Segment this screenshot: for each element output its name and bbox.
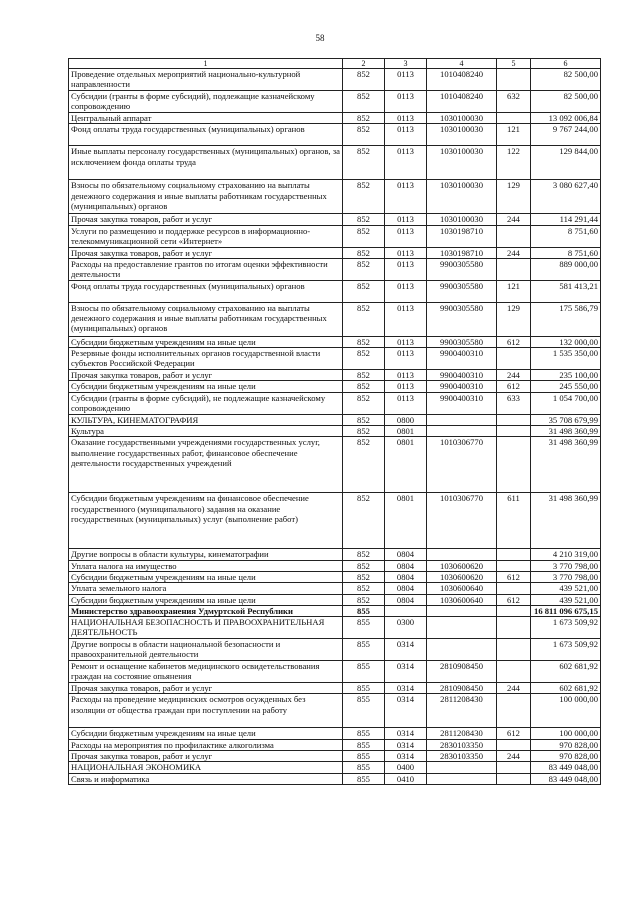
row-type-cell — [497, 426, 531, 437]
row-section-cell: 0113 — [385, 69, 427, 91]
row-type-cell — [497, 258, 531, 280]
table-row — [69, 639, 601, 661]
row-name-cell: Взносы по обязательному социальному страхованию на выплаты денежного содержания и иные выплаты работникам государственных (муниципальных) органов — [69, 180, 343, 214]
row-amount-cell: 83 449 048,00 — [531, 773, 601, 784]
row-code-cell: 852 — [343, 392, 385, 414]
row-code-cell: 852 — [343, 247, 385, 258]
row-amount-cell: 1 673 509,92 — [531, 639, 601, 661]
table-row — [69, 113, 601, 124]
row-amount-cell: 16 811 096 675,15 — [531, 605, 601, 616]
row-code-cell: 852 — [343, 124, 385, 146]
row-code-cell: 852 — [343, 381, 385, 392]
row-amount-cell: 8 751,60 — [531, 225, 601, 247]
row-type-cell: 129 — [497, 180, 531, 214]
row-type-cell: 611 — [497, 493, 531, 549]
row-code-cell: 852 — [343, 225, 385, 247]
row-name-cell: Резервные фонды исполнительных органов государственной власти субъектов Российской Федерации — [69, 348, 343, 370]
row-target-cell — [427, 617, 497, 639]
row-code-cell: 855 — [343, 751, 385, 762]
row-amount-cell: 114 291,44 — [531, 214, 601, 225]
row-type-cell: 244 — [497, 247, 531, 258]
row-target-cell: 9900400310 — [427, 370, 497, 381]
row-code-cell: 852 — [343, 370, 385, 381]
table-row — [69, 69, 601, 91]
row-name-cell: Уплата налога на имущество — [69, 560, 343, 571]
table-row — [69, 751, 601, 762]
row-type-cell — [497, 69, 531, 91]
header-cell: 5 — [497, 59, 531, 69]
header-cell: 2 — [343, 59, 385, 69]
table-row — [69, 594, 601, 605]
row-code-cell: 852 — [343, 146, 385, 180]
row-name-cell: Культура — [69, 426, 343, 437]
row-target-cell: 1030600620 — [427, 560, 497, 571]
row-name-cell: Связь и информатика — [69, 773, 343, 784]
row-type-cell — [497, 694, 531, 728]
row-target-cell: 1030100030 — [427, 180, 497, 214]
row-code-cell: 852 — [343, 214, 385, 225]
row-target-cell: 1030198710 — [427, 247, 497, 258]
row-type-cell — [497, 583, 531, 594]
row-amount-cell: 31 498 360,99 — [531, 426, 601, 437]
table-row — [69, 617, 601, 639]
row-amount-cell: 175 586,79 — [531, 302, 601, 336]
row-section-cell: 0300 — [385, 617, 427, 639]
row-section-cell: 0314 — [385, 661, 427, 683]
row-type-cell: 633 — [497, 392, 531, 414]
row-amount-cell: 245 550,00 — [531, 381, 601, 392]
row-name-cell: Другие вопросы в области национальной безопасности и правоохранительной деятельности — [69, 639, 343, 661]
header-cell: 6 — [531, 59, 601, 69]
row-target-cell: 2810908450 — [427, 661, 497, 683]
row-section-cell: 0804 — [385, 549, 427, 560]
row-type-cell: 244 — [497, 214, 531, 225]
row-type-cell: 612 — [497, 381, 531, 392]
row-code-cell: 852 — [343, 91, 385, 113]
table-row — [69, 280, 601, 302]
row-name-cell: НАЦИОНАЛЬНАЯ ЭКОНОМИКА — [69, 762, 343, 773]
row-target-cell: 2811208430 — [427, 728, 497, 739]
row-section-cell: 0804 — [385, 571, 427, 582]
row-code-cell: 852 — [343, 594, 385, 605]
row-type-cell — [497, 437, 531, 493]
row-type-cell — [497, 762, 531, 773]
row-section-cell: 0113 — [385, 258, 427, 280]
row-type-cell — [497, 414, 531, 425]
row-target-cell: 1030600620 — [427, 571, 497, 582]
row-code-cell: 855 — [343, 773, 385, 784]
row-name-cell: Уплата земельного налога — [69, 583, 343, 594]
row-amount-cell: 13 092 006,84 — [531, 113, 601, 124]
row-section-cell: 0113 — [385, 146, 427, 180]
row-code-cell: 852 — [343, 280, 385, 302]
row-target-cell: 9900400310 — [427, 392, 497, 414]
header-cell: 1 — [69, 59, 343, 69]
row-code-cell: 855 — [343, 694, 385, 728]
row-amount-cell: 35 708 679,99 — [531, 414, 601, 425]
row-section-cell: 0113 — [385, 336, 427, 347]
row-type-cell: 129 — [497, 302, 531, 336]
row-name-cell: Субсидии (гранты в форме субсидий), подлежащие казначейскому сопровождению — [69, 91, 343, 113]
table-row — [69, 247, 601, 258]
row-target-cell: 1030198710 — [427, 225, 497, 247]
row-name-cell: Субсидии бюджетным учреждениям на иные цели — [69, 381, 343, 392]
table-row — [69, 302, 601, 336]
row-code-cell: 852 — [343, 426, 385, 437]
row-amount-cell: 9 767 244,00 — [531, 124, 601, 146]
table-row — [69, 336, 601, 347]
row-amount-cell: 235 100,00 — [531, 370, 601, 381]
row-target-cell: 1030100030 — [427, 214, 497, 225]
table-row — [69, 683, 601, 694]
table-row — [69, 258, 601, 280]
table-row — [69, 728, 601, 739]
row-section-cell: 0113 — [385, 392, 427, 414]
row-type-cell — [497, 773, 531, 784]
row-code-cell: 855 — [343, 617, 385, 639]
row-code-cell: 852 — [343, 113, 385, 124]
row-target-cell: 9900305580 — [427, 336, 497, 347]
row-section-cell: 0113 — [385, 225, 427, 247]
row-amount-cell: 889 000,00 — [531, 258, 601, 280]
row-section-cell: 0113 — [385, 280, 427, 302]
row-target-cell: 1010306770 — [427, 437, 497, 493]
header-cell: 4 — [427, 59, 497, 69]
row-section-cell: 0804 — [385, 583, 427, 594]
row-code-cell: 852 — [343, 348, 385, 370]
table-row — [69, 762, 601, 773]
row-amount-cell: 129 844,00 — [531, 146, 601, 180]
row-target-cell: 1010408240 — [427, 69, 497, 91]
table-row — [69, 225, 601, 247]
row-name-cell: Прочая закупка товаров, работ и услуг — [69, 247, 343, 258]
row-section-cell: 0314 — [385, 639, 427, 661]
table-row — [69, 348, 601, 370]
table-row — [69, 124, 601, 146]
row-target-cell — [427, 762, 497, 773]
row-amount-cell: 602 681,92 — [531, 661, 601, 683]
table-row — [69, 91, 601, 113]
row-amount-cell: 3 770 798,00 — [531, 571, 601, 582]
row-amount-cell: 82 500,00 — [531, 91, 601, 113]
row-code-cell: 855 — [343, 683, 385, 694]
row-target-cell — [427, 639, 497, 661]
row-code-cell: 852 — [343, 583, 385, 594]
row-section-cell: 0113 — [385, 214, 427, 225]
row-code-cell: 852 — [343, 180, 385, 214]
row-name-cell: Субсидии бюджетным учреждениям на финансовое обеспечение государственного (муниципального) задания на оказание государственных (муниципальных) услуг (выполнение работ) — [69, 493, 343, 549]
row-section-cell: 0113 — [385, 302, 427, 336]
row-name-cell: Прочая закупка товаров, работ и услуг — [69, 214, 343, 225]
row-name-cell: Проведение отдельных мероприятий национально-культурной направленности — [69, 69, 343, 91]
row-section-cell: 0804 — [385, 594, 427, 605]
row-section-cell: 0113 — [385, 247, 427, 258]
row-target-cell — [427, 414, 497, 425]
table-row — [69, 739, 601, 750]
row-name-cell: КУЛЬТУРА, КИНЕМАТОГРАФИЯ — [69, 414, 343, 425]
row-type-cell — [497, 605, 531, 616]
row-target-cell — [427, 773, 497, 784]
row-section-cell: 0801 — [385, 426, 427, 437]
row-target-cell: 9900400310 — [427, 348, 497, 370]
row-amount-cell: 1 054 700,00 — [531, 392, 601, 414]
table-row — [69, 549, 601, 560]
row-amount-cell: 83 449 048,00 — [531, 762, 601, 773]
row-section-cell: 0113 — [385, 180, 427, 214]
row-name-cell: Министерство здравоохранения Удмуртской Республики — [69, 605, 343, 616]
row-name-cell: Расходы на предоставление грантов по итогам оценки эффективности деятельности — [69, 258, 343, 280]
row-section-cell: 0113 — [385, 370, 427, 381]
row-type-cell — [497, 560, 531, 571]
row-section-cell: 0314 — [385, 694, 427, 728]
row-code-cell: 852 — [343, 69, 385, 91]
row-amount-cell: 581 413,21 — [531, 280, 601, 302]
row-target-cell: 2830103350 — [427, 739, 497, 750]
row-name-cell: Центральный аппарат — [69, 113, 343, 124]
table-row — [69, 583, 601, 594]
row-amount-cell: 3 770 798,00 — [531, 560, 601, 571]
row-target-cell: 2811208430 — [427, 694, 497, 728]
row-code-cell: 852 — [343, 549, 385, 560]
header-cell: 3 — [385, 59, 427, 69]
row-target-cell: 1030100030 — [427, 124, 497, 146]
row-section-cell: 0801 — [385, 437, 427, 493]
row-target-cell: 1030600640 — [427, 583, 497, 594]
row-target-cell — [427, 549, 497, 560]
row-target-cell: 9900305580 — [427, 258, 497, 280]
row-code-cell: 852 — [343, 414, 385, 425]
row-section-cell: 0314 — [385, 728, 427, 739]
row-amount-cell: 439 521,00 — [531, 583, 601, 594]
row-target-cell — [427, 426, 497, 437]
row-type-cell — [497, 113, 531, 124]
row-code-cell: 855 — [343, 739, 385, 750]
row-type-cell — [497, 661, 531, 683]
row-type-cell: 121 — [497, 124, 531, 146]
row-section-cell: 0113 — [385, 124, 427, 146]
row-name-cell: Услуги по размещению и поддержке ресурсов в информационно-телекоммуникационной сети «Интернет» — [69, 225, 343, 247]
row-section-cell: 0804 — [385, 560, 427, 571]
row-target-cell: 9900400310 — [427, 381, 497, 392]
table-row — [69, 381, 601, 392]
row-section-cell: 0410 — [385, 773, 427, 784]
row-section-cell: 0314 — [385, 739, 427, 750]
table-row — [69, 661, 601, 683]
row-section-cell: 0800 — [385, 414, 427, 425]
row-name-cell: Взносы по обязательному социальному страхованию на выплаты денежного содержания и иные выплаты работникам государственных (муниципальных) органов — [69, 302, 343, 336]
table-row — [69, 214, 601, 225]
row-type-cell — [497, 225, 531, 247]
row-target-cell: 2810908450 — [427, 683, 497, 694]
row-target-cell: 1030100030 — [427, 146, 497, 180]
row-section-cell: 0113 — [385, 91, 427, 113]
row-section-cell: 0113 — [385, 113, 427, 124]
row-name-cell: Субсидии бюджетным учреждениям на иные цели — [69, 571, 343, 582]
row-target-cell: 9900305580 — [427, 280, 497, 302]
table-row — [69, 605, 601, 616]
table-row — [69, 370, 601, 381]
row-section-cell: 0400 — [385, 762, 427, 773]
row-code-cell: 855 — [343, 728, 385, 739]
row-amount-cell: 82 500,00 — [531, 69, 601, 91]
row-type-cell: 612 — [497, 336, 531, 347]
table-row — [69, 437, 601, 493]
table-row — [69, 426, 601, 437]
row-target-cell: 9900305580 — [427, 302, 497, 336]
row-amount-cell: 1 535 350,00 — [531, 348, 601, 370]
row-type-cell: 122 — [497, 146, 531, 180]
row-type-cell: 244 — [497, 683, 531, 694]
row-amount-cell: 1 673 509,92 — [531, 617, 601, 639]
row-section-cell — [385, 605, 427, 616]
row-type-cell: 244 — [497, 751, 531, 762]
row-amount-cell: 970 828,00 — [531, 739, 601, 750]
row-target-cell — [427, 605, 497, 616]
row-type-cell: 632 — [497, 91, 531, 113]
row-amount-cell: 31 498 360,99 — [531, 493, 601, 549]
row-type-cell — [497, 639, 531, 661]
row-type-cell: 244 — [497, 370, 531, 381]
page-number: 58 — [315, 33, 325, 43]
row-code-cell: 855 — [343, 661, 385, 683]
table-row — [69, 773, 601, 784]
row-name-cell: Субсидии бюджетным учреждениям на иные цели — [69, 594, 343, 605]
row-type-cell — [497, 549, 531, 560]
row-type-cell — [497, 739, 531, 750]
row-name-cell: Фонд оплаты труда государственных (муниципальных) органов — [69, 124, 343, 146]
row-name-cell: Субсидии (гранты в форме субсидий), не подлежащие казначейскому сопровождению — [69, 392, 343, 414]
row-amount-cell: 100 000,00 — [531, 728, 601, 739]
row-name-cell: Субсидии бюджетным учреждениям на иные цели — [69, 728, 343, 739]
row-type-cell: 612 — [497, 571, 531, 582]
row-name-cell: Фонд оплаты труда государственных (муниципальных) органов — [69, 280, 343, 302]
budget-table — [68, 58, 601, 785]
table-row — [69, 180, 601, 214]
row-code-cell: 855 — [343, 639, 385, 661]
table-row — [69, 414, 601, 425]
row-name-cell: Иные выплаты персоналу государственных (муниципальных) органов, за исключением фонда оплаты труда — [69, 146, 343, 180]
row-name-cell: Другие вопросы в области культуры, кинематографии — [69, 549, 343, 560]
row-code-cell: 855 — [343, 762, 385, 773]
row-type-cell — [497, 348, 531, 370]
row-name-cell: Оказание государственными учреждениями государственных услуг, выполнение государственных работ, финансовое обеспечение деятельности государственных учреждений — [69, 437, 343, 493]
row-type-cell: 612 — [497, 728, 531, 739]
table-row — [69, 560, 601, 571]
table-header-row — [69, 59, 601, 69]
table-row — [69, 392, 601, 414]
row-amount-cell: 3 080 627,40 — [531, 180, 601, 214]
row-code-cell: 852 — [343, 437, 385, 493]
row-target-cell: 1010306770 — [427, 493, 497, 549]
row-amount-cell: 100 000,00 — [531, 694, 601, 728]
row-code-cell: 852 — [343, 258, 385, 280]
row-target-cell: 1030600640 — [427, 594, 497, 605]
row-name-cell: Прочая закупка товаров, работ и услуг — [69, 370, 343, 381]
row-code-cell: 852 — [343, 336, 385, 347]
row-name-cell: Ремонт и оснащение кабинетов медицинского освидетельствования граждан на состояние опьянения — [69, 661, 343, 683]
row-code-cell: 852 — [343, 302, 385, 336]
row-type-cell: 612 — [497, 594, 531, 605]
row-target-cell: 1030100030 — [427, 113, 497, 124]
row-section-cell: 0314 — [385, 683, 427, 694]
row-name-cell: Субсидии бюджетным учреждениям на иные цели — [69, 336, 343, 347]
table-row — [69, 146, 601, 180]
row-amount-cell: 439 521,00 — [531, 594, 601, 605]
row-amount-cell: 31 498 360,99 — [531, 437, 601, 493]
row-amount-cell: 970 828,00 — [531, 751, 601, 762]
table-row — [69, 493, 601, 549]
row-target-cell: 1010408240 — [427, 91, 497, 113]
row-type-cell: 121 — [497, 280, 531, 302]
row-code-cell: 852 — [343, 571, 385, 582]
row-name-cell: Прочая закупка товаров, работ и услуг — [69, 751, 343, 762]
row-name-cell: НАЦИОНАЛЬНАЯ БЕЗОПАСНОСТЬ И ПРАВООХРАНИТЕЛЬНАЯ ДЕЯТЕЛЬНОСТЬ — [69, 617, 343, 639]
row-type-cell — [497, 617, 531, 639]
row-amount-cell: 8 751,60 — [531, 247, 601, 258]
row-amount-cell: 602 681,92 — [531, 683, 601, 694]
row-section-cell: 0113 — [385, 381, 427, 392]
table-row — [69, 694, 601, 728]
table-row — [69, 571, 601, 582]
row-section-cell: 0314 — [385, 751, 427, 762]
row-name-cell: Прочая закупка товаров, работ и услуг — [69, 683, 343, 694]
row-target-cell: 2830103350 — [427, 751, 497, 762]
row-amount-cell: 4 210 319,00 — [531, 549, 601, 560]
row-section-cell: 0801 — [385, 493, 427, 549]
row-amount-cell: 132 000,00 — [531, 336, 601, 347]
row-section-cell: 0113 — [385, 348, 427, 370]
row-name-cell: Расходы на проведение медицинских осмотров осужденных без изоляции от общества граждан при поступлении на работу — [69, 694, 343, 728]
row-code-cell: 855 — [343, 605, 385, 616]
row-code-cell: 852 — [343, 560, 385, 571]
row-name-cell: Расходы на мероприятия по профилактике алкоголизма — [69, 739, 343, 750]
row-code-cell: 852 — [343, 493, 385, 549]
